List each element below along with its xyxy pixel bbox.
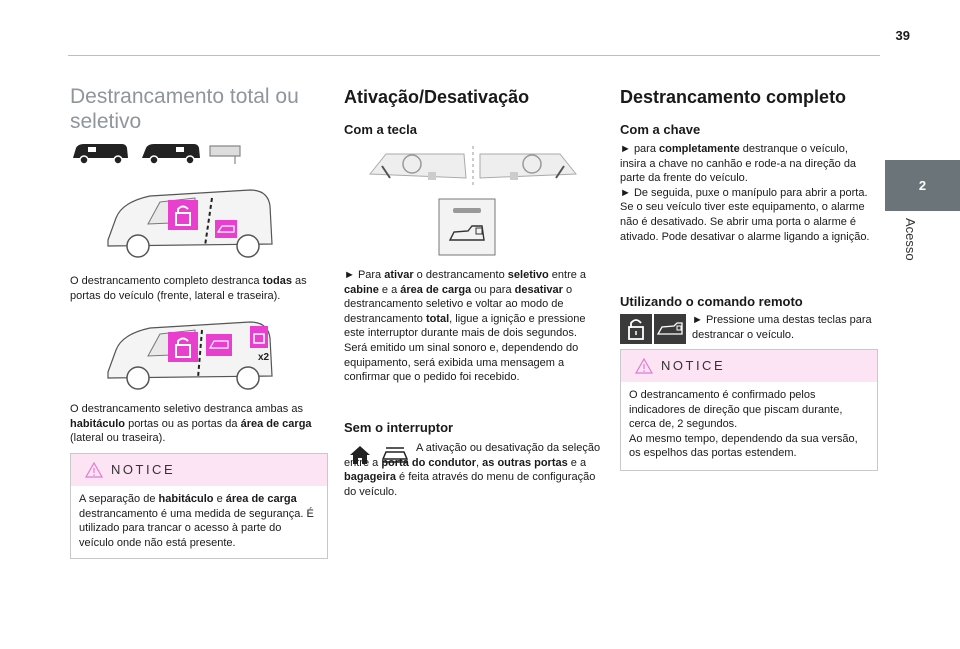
van-side-icon bbox=[142, 144, 200, 164]
warning-icon bbox=[635, 358, 653, 374]
warning-icon bbox=[85, 462, 103, 478]
col2-switch-heading: Sem o interruptor bbox=[344, 420, 454, 435]
selective-switch-button-icon bbox=[438, 198, 496, 256]
col3-remote-text: ► Pressione uma destas teclas para destrancar o veículo. bbox=[692, 314, 872, 341]
chapter-label: Acesso bbox=[903, 218, 918, 261]
dashboard-illustration bbox=[366, 142, 580, 190]
van-front-icon bbox=[73, 144, 128, 164]
col2-key-heading: Com a tecla bbox=[344, 122, 417, 137]
notice-title: NOTICE bbox=[111, 462, 176, 477]
van-icons bbox=[70, 140, 250, 168]
col1-title: Destrancamento total ou seletivo bbox=[70, 85, 299, 133]
col2-key-instructions: ► Para ativar o destrancamento seletivo entre a cabine e a área de carga ou para desativar o destrancamento seletivo e voltar ao modo de destrancamento total, ligue a ignição e pressione este interruptor durante mais de dois segundos. Será emitido um sinal sonoro e, dependendo do equipamento, será exibida uma mensagem a confirmar que o pedido foi recebido. bbox=[344, 269, 587, 384]
col1-selective-unlock-text: O destrancamento seletivo destranca ambas as habitáculo portas ou as portas da área de carga (lateral ou traseira). bbox=[70, 403, 312, 445]
van-full-unlock-illustration bbox=[100, 180, 280, 262]
col1-full-unlock-text: O destrancamento completo destranca todas as portas do veículo (frente, lateral e traseira). bbox=[70, 275, 307, 302]
unlock-key-icon bbox=[620, 314, 652, 344]
notice-body: A separação de habitáculo e área de carga destrancamento é uma medida de segurança. É utilizado para trancar o acesso à parte do veículo onde não está presente. bbox=[79, 493, 314, 549]
col1-notice bbox=[70, 453, 328, 559]
col3-notice bbox=[620, 349, 878, 471]
col2-switch-text: A ativação ou desativação da seleção entre a porta do condutor, as outras portas e a bagageira é feita através do menu de configuração do veículo. bbox=[344, 442, 601, 498]
x2-label: x2 bbox=[258, 352, 270, 363]
col2-title: Ativação/Desativação bbox=[344, 87, 530, 107]
page-number: 39 bbox=[895, 28, 910, 43]
header-rule bbox=[68, 55, 880, 56]
col3-title: Destrancamento completo bbox=[620, 87, 847, 107]
col3-key-heading: Com a chave bbox=[620, 122, 701, 137]
col3-remote-heading: Utilizando o comando remoto bbox=[620, 294, 803, 309]
notice-title: NOTICE bbox=[661, 358, 726, 373]
mirror-icon bbox=[210, 146, 240, 164]
notice-body: O destrancamento é confirmado pelos indicadores de direção que piscam durante, cerca de, 2 segundos. Ao mesmo tempo, dependendo da sua versão, os espelhos das portas estendem. bbox=[629, 389, 858, 460]
unlock-cargo-key-icon bbox=[654, 314, 686, 344]
van-selective-unlock-illustration bbox=[100, 312, 280, 394]
col3-key-text: ► para completamente destranque o veículo, insira a chave no canhão e rode-a na direção da parte da frente do veículo. ► De seguida, puxe o manípulo para abrir a porta. Se o seu veículo tiver este equipamento, o alarme não é desativado. Se abrir uma porta o alarme é ativado. Pode desativar o alarme ligando a ignição. bbox=[620, 143, 870, 243]
chapter-tab[interactable]: 2 bbox=[885, 160, 960, 211]
